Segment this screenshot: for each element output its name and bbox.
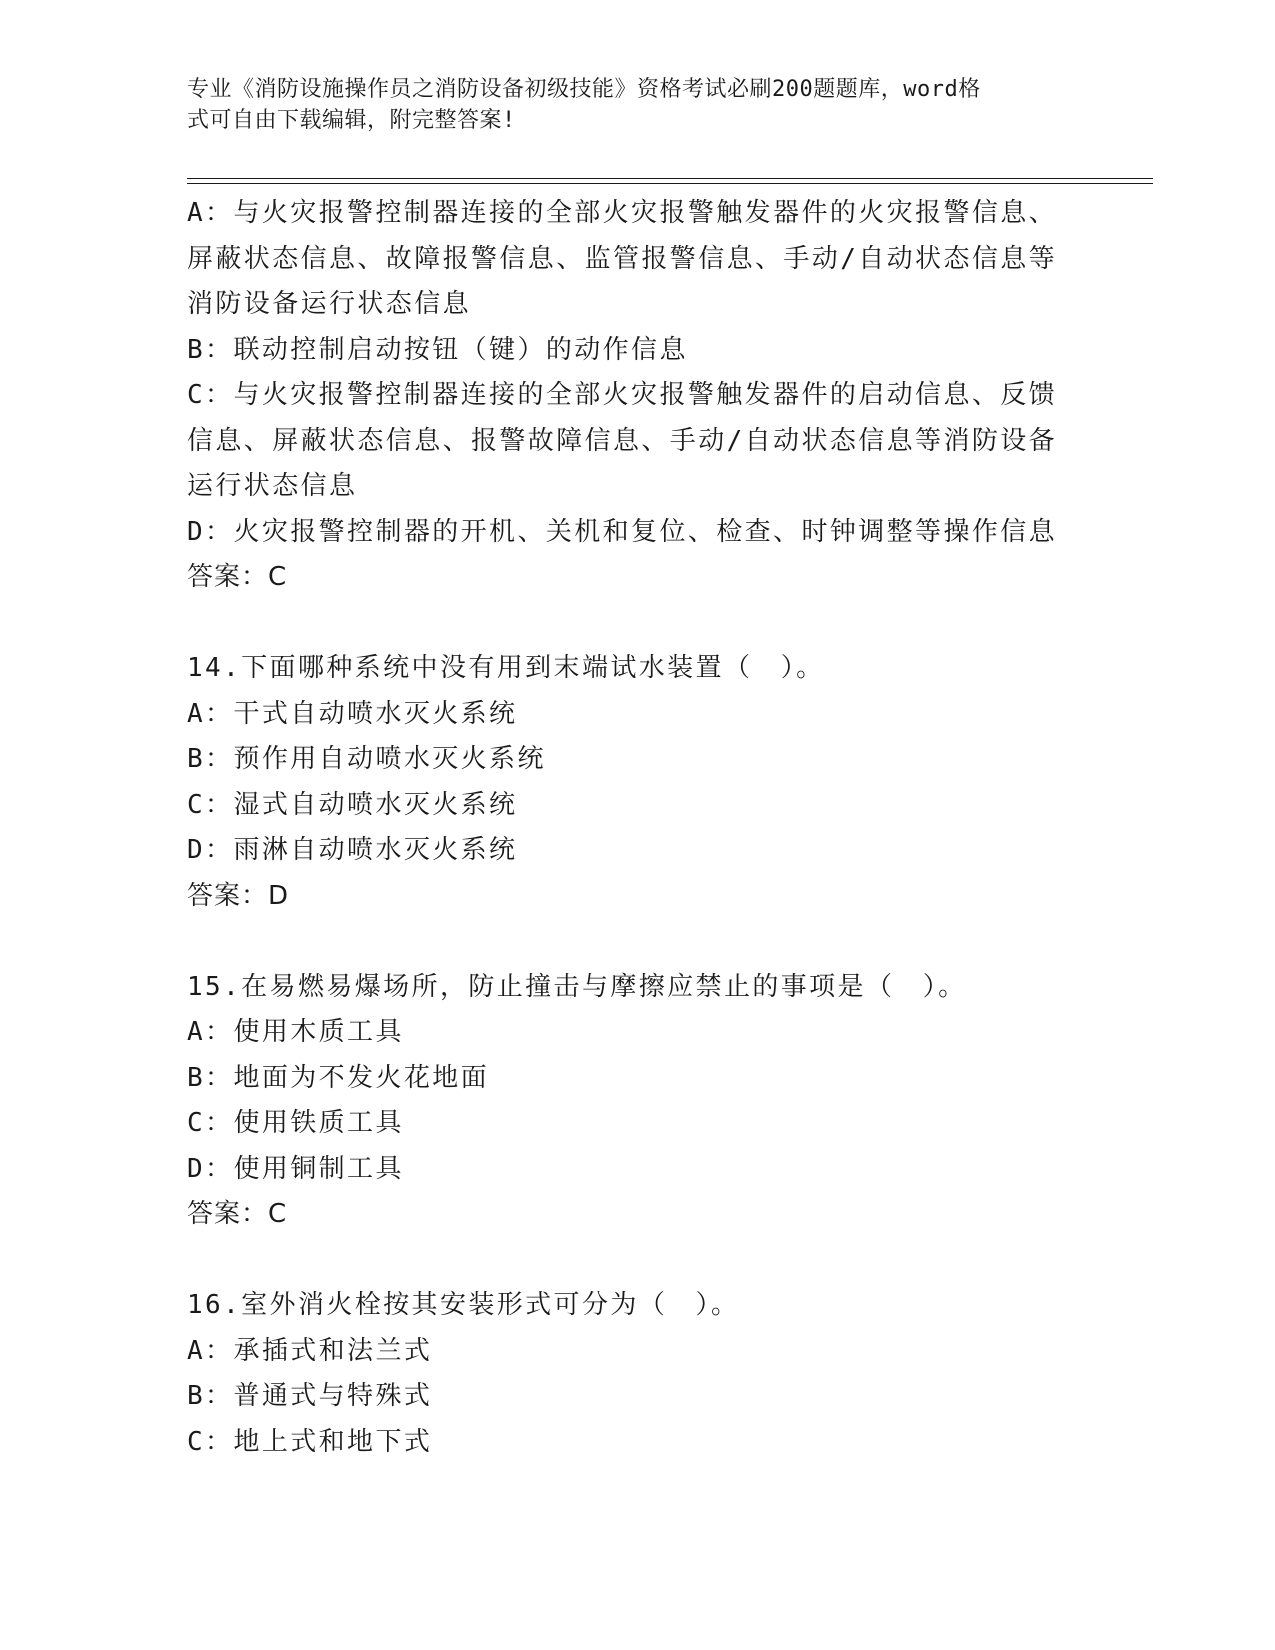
option-c-line: 信息、屏蔽状态信息、报警故障信息、手动/自动状态信息等消防设备 bbox=[187, 425, 1058, 456]
option-d: D：火灾报警控制器的开机、关机和复位、检查、时钟调整等操作信息 bbox=[187, 516, 1058, 547]
option-d: D：雨淋自动喷水灭火系统 bbox=[187, 835, 518, 865]
option-c: C：使用铁质工具 bbox=[187, 1108, 404, 1138]
header-line-2: 式可自由下载编辑，附完整答案! bbox=[187, 108, 516, 133]
question-14-block bbox=[187, 646, 1087, 919]
option-c: C：湿式自动喷水灭火系统 bbox=[187, 789, 518, 820]
option-b: B：地面为不发火花地面 bbox=[187, 1062, 490, 1093]
option-b: B：预作用自动喷水灭火系统 bbox=[187, 744, 546, 774]
option-b: B：联动控制启动按钮（键）的动作信息 bbox=[187, 334, 688, 365]
option-a: A：使用木质工具 bbox=[187, 1017, 404, 1047]
answer: 答案：C bbox=[187, 562, 288, 592]
option-c: C：地上式和地下式 bbox=[187, 1426, 433, 1457]
question-15-block bbox=[187, 965, 1087, 1238]
option-c-line: 运行状态信息 bbox=[187, 471, 358, 501]
answer: 答案：D bbox=[187, 880, 290, 911]
question-16-block bbox=[187, 1283, 1087, 1465]
document-header bbox=[187, 74, 1067, 136]
option-b: B：普通式与特殊式 bbox=[187, 1381, 433, 1411]
question-stem: 15.在易燃易爆场所，防止撞击与摩擦应禁止的事项是（ ）。 bbox=[187, 971, 967, 1002]
header-divider-top bbox=[187, 178, 1153, 179]
option-a: A：干式自动喷水灭火系统 bbox=[187, 698, 518, 729]
option-c-line: C：与火灾报警控制器连接的全部火灾报警触发器件的启动信息、反馈 bbox=[187, 380, 1058, 410]
question-stem: 16.室外消火栓按其安装形式可分为（ ）。 bbox=[187, 1290, 740, 1320]
header-line-1: 专业《消防设施操作员之消防设备初级技能》资格考试必刷200题题库，word格 bbox=[187, 77, 981, 102]
question-13-block bbox=[187, 191, 1087, 601]
question-content bbox=[187, 191, 1087, 1465]
header-divider-bottom bbox=[187, 183, 1153, 184]
option-a-line: 消防设备运行状态信息 bbox=[187, 289, 472, 319]
answer: 答案：C bbox=[187, 1199, 288, 1229]
question-stem: 14.下面哪种系统中没有用到末端试水装置（ ）。 bbox=[187, 653, 825, 683]
option-d: D：使用铜制工具 bbox=[187, 1153, 404, 1184]
option-a: A：承插式和法兰式 bbox=[187, 1335, 433, 1366]
option-a-line: 屏蔽状态信息、故障报警信息、监管报警信息、手动/自动状态信息等 bbox=[187, 243, 1058, 274]
option-a-line: A：与火灾报警控制器连接的全部火灾报警触发器件的火灾报警信息、 bbox=[187, 198, 1058, 228]
